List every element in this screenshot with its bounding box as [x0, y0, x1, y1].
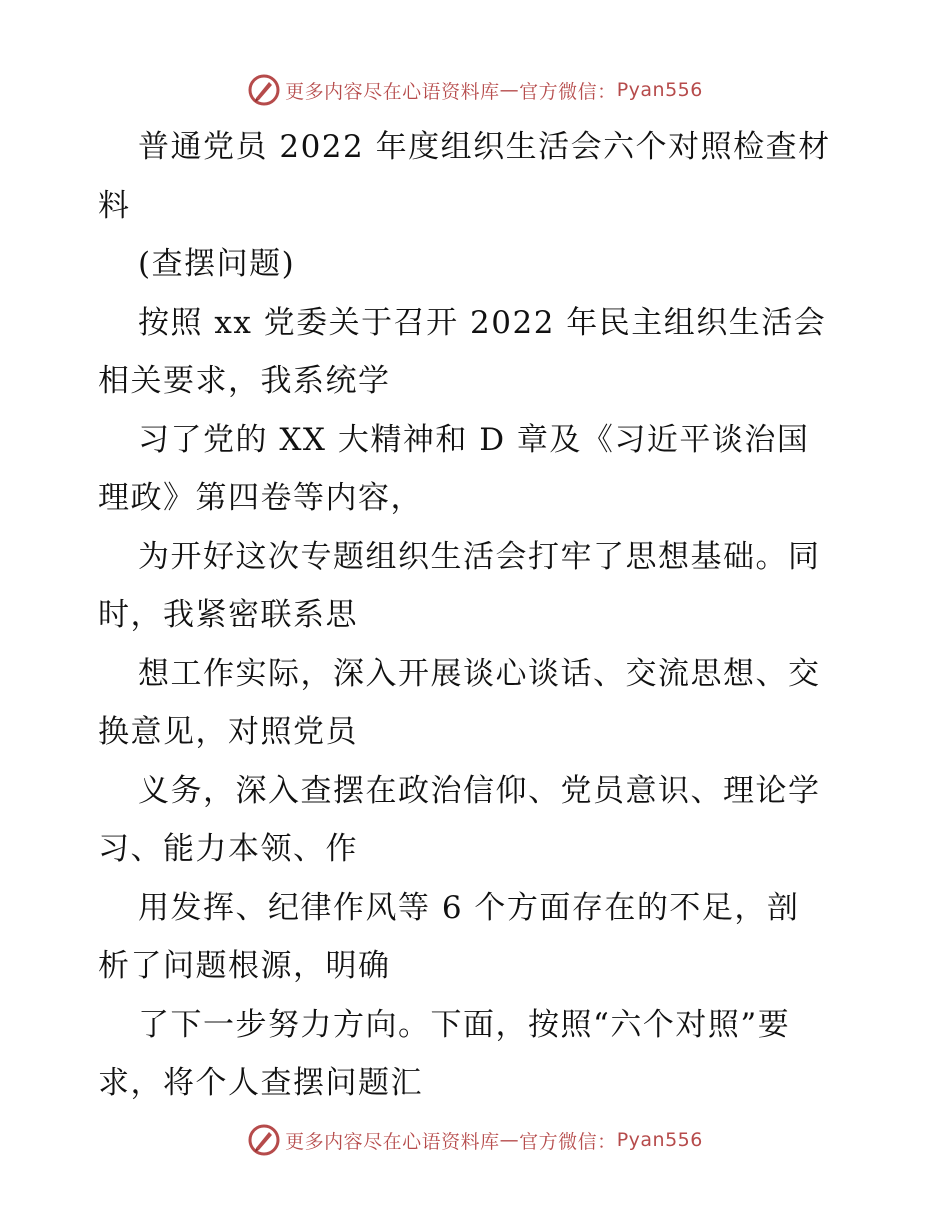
doc-line: 义务，深入查摆在政治信仰、党员意识、理论学 [138, 772, 821, 809]
doc-line: 想工作实际，深入开展谈心谈话、交流思想、交 [138, 655, 821, 692]
watermark-label: 官方微信： [519, 80, 617, 103]
doc-line: 理政》第四卷等内容， [98, 480, 423, 516]
watermark-account: Pyan556 [616, 79, 703, 101]
doc-title-line-2: 料 [98, 187, 131, 224]
watermark-dash: — [499, 1129, 520, 1151]
watermark-dash: — [499, 79, 520, 101]
quill-logo-icon [247, 73, 281, 107]
doc-line: 了下一步努力方向。下面，按照“六个对照”要 [138, 1006, 791, 1043]
doc-line: 求，将个人查摆问题汇 [98, 1065, 423, 1101]
watermark-account: Pyan556 [616, 1129, 703, 1151]
document-body [98, 118, 858, 1113]
doc-line: 换意见，对照党员 [98, 714, 358, 750]
doc-line: 习了党的 XX 大精神和 D 章及《习近平谈治国 [138, 421, 810, 458]
doc-line: 相关要求，我系统学 [98, 363, 391, 399]
doc-line: 用发挥、纪律作风等 6 个方面存在的不足，剖 [138, 889, 800, 926]
watermark-label: 官方微信： [519, 1130, 617, 1153]
doc-line: 为开好这次专题组织生活会打牢了思想基础。同 [138, 538, 821, 575]
watermark-site: 更多内容尽在心语资料库 [285, 1130, 500, 1153]
watermark-site: 更多内容尽在心语资料库 [285, 80, 500, 103]
doc-line: 时，我紧密联系思 [98, 597, 358, 633]
quill-logo-icon [247, 1123, 281, 1157]
header-watermark [0, 70, 950, 110]
doc-line: 按照 xx 党委关于召开 2022 年民主组织生活会 [138, 304, 827, 341]
doc-subtitle: (查摆问题) [138, 246, 296, 282]
doc-title-line-1: 普通党员 2022 年度组织生活会六个对照检查材 [138, 129, 831, 165]
doc-line: 习、能力本领、作 [98, 831, 358, 867]
footer-watermark [0, 1120, 950, 1160]
doc-line: 析了问题根源，明确 [98, 948, 391, 984]
